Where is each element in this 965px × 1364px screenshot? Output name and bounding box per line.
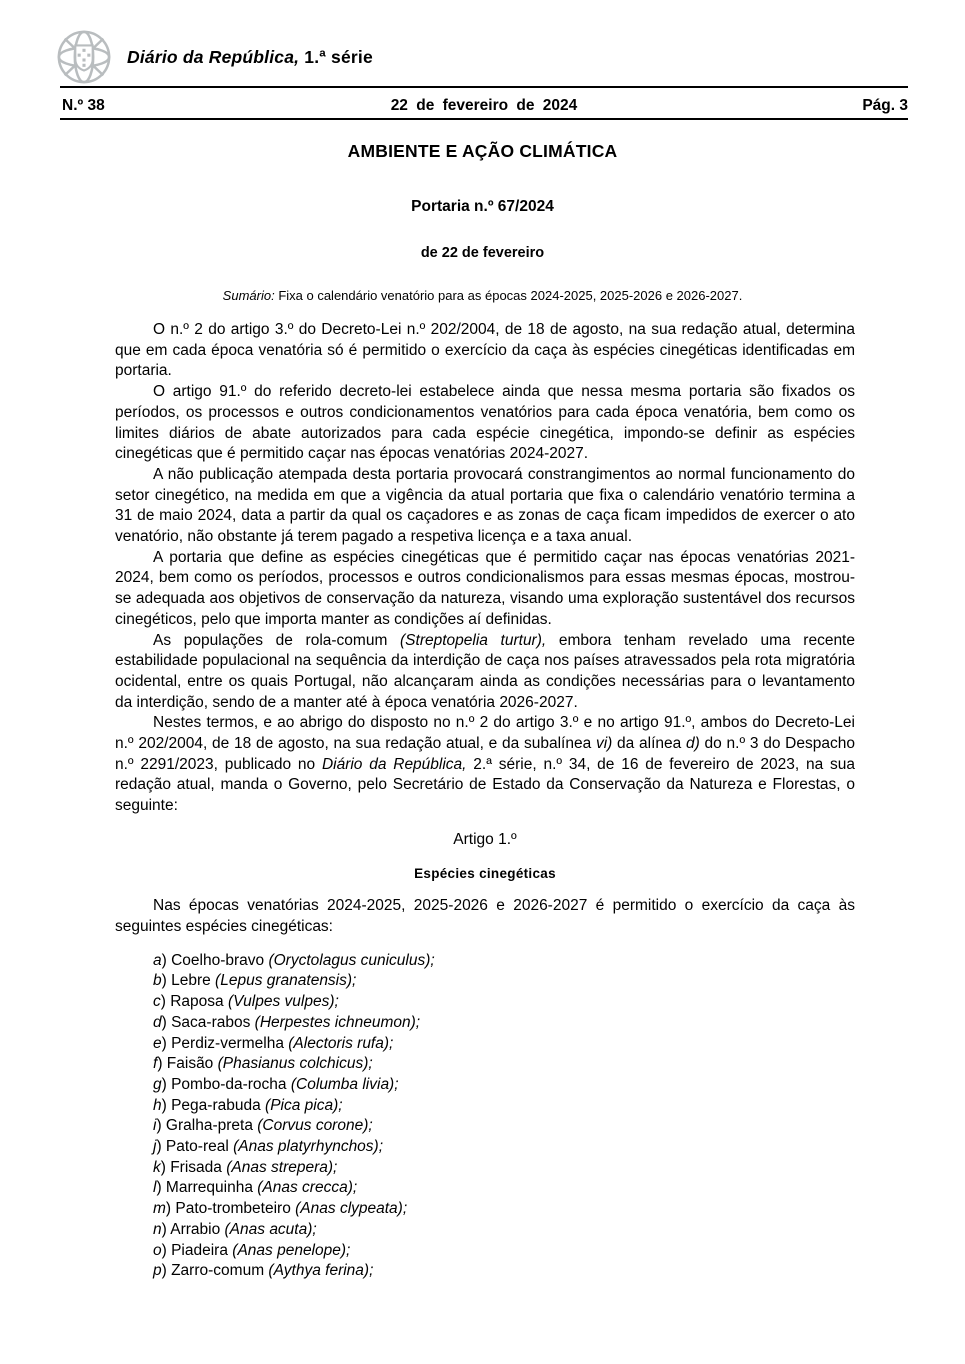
species-list-item (153, 1075, 855, 1096)
species-list-item (153, 1054, 855, 1075)
species-list-item (153, 1034, 855, 1055)
article-heading: Artigo 1.º (453, 830, 517, 848)
species-scientific-name: (Pica pica); (265, 1096, 343, 1114)
paragraph-text: embora tenham revelado uma recente estabilidade populacional na sequência da interdição de caça nos países atravessados pela rota migratória ocidental, entre os quais Portugal, não alcançaram ainda as condições necessárias para o levantamento da interdição, sendo de a manter até à época venatória 2026-2027. (115, 631, 855, 711)
species-list (115, 951, 855, 1282)
paragraph-text: O n.º 2 do artigo 3.º do Decreto-Lei n.º 202/2004, de 18 de agosto, na sua redação atual, determina que em cada época venatória só é permitido o exercício da caça às espécies cinegéticas identificadas em portaria. (115, 321, 855, 380)
species-list-item (153, 1158, 855, 1179)
species-scientific-name: (Vulpes vulpes); (227, 993, 339, 1011)
species-common-name: ) Lebre (161, 972, 216, 990)
species-scientific-name: (Anas crecca); (257, 1179, 358, 1197)
italic-text: d) (686, 735, 700, 753)
species-list-item (153, 1096, 855, 1117)
paragraph-text: Nestes termos, e ao abrigo do disposto no n.º 2 do artigo 3.º e no artigo 91.º, ambos do Decreto-Lei n.º 202/2004, de 18 de agosto, na sua redação atual, e da subalínea (115, 714, 855, 753)
paragraph (115, 631, 855, 714)
species-list-item (153, 992, 855, 1013)
species-scientific-name: (Anas strepera); (226, 1158, 338, 1176)
species-common-name: ) Marrequinha (156, 1179, 258, 1197)
masthead-title (127, 47, 373, 68)
paragraph-text: A não publicação atempada desta portaria provocará constrangimentos ao normal funcionamento do setor cinegético, na medida em que a vigência da atual portaria que fixa o calendário venatório termina a 31 de maio 2024, data a partir da qual os caçadores e as zonas de caça ficam impedidos de exercer o ato venatório, não obstante já terem pagado a respetiva licença e a taxa anual. (115, 465, 855, 546)
species-scientific-name: (Anas acuta); (224, 1220, 317, 1238)
summary-line (0, 288, 965, 303)
ordinance-title: Portaria n.º 67/2024 (411, 198, 554, 215)
species-letter: j (153, 1138, 157, 1156)
paragraph-text: 2.ª série, n.º 34, de 16 de fevereiro de 2023, na sua redação atual, manda o Governo, pelo Secretário de Estado da Conservação da Natureza e Florestas, o seguinte: (115, 755, 855, 815)
masthead-title-rest: 1.ª série (299, 46, 373, 67)
portuguese-coat-of-arms-icon (55, 28, 113, 86)
species-intro-paragraph: Nas épocas venatórias 2024-2025, 2025-2026 e 2026-2027 é permitido o exercício da caça às seguintes espécies cinegéticas: (115, 897, 855, 935)
species-letter: e (153, 1034, 162, 1052)
paragraph-text: da alínea (612, 735, 686, 753)
header-bottom-rule (60, 118, 908, 120)
species-scientific-name: (Columba livia); (290, 1075, 399, 1093)
species-list-item (153, 1261, 855, 1282)
species-scientific-name: (Corvus corone); (257, 1117, 373, 1135)
document-body (115, 320, 855, 1282)
species-scientific-name: (Lepus granatensis); (215, 972, 357, 990)
paragraph (115, 465, 855, 548)
species-common-name: ) Zarro-comum (161, 1262, 269, 1280)
body-paragraphs (115, 320, 855, 817)
paragraph-text: As populações de rola-comum (153, 631, 401, 649)
species-common-name: ) Coelho-bravo (161, 951, 269, 969)
species-letter: f (153, 1055, 158, 1073)
issue-date: 22 de fevereiro de 2024 (390, 97, 578, 114)
italic-text: (Streptopelia turtur), (400, 631, 547, 649)
species-letter: i (153, 1117, 157, 1135)
paragraph (115, 548, 855, 631)
species-list-item (153, 1241, 855, 1262)
species-common-name: ) Piadeira (161, 1241, 233, 1259)
species-scientific-name: (Phasianus colchicus); (217, 1055, 373, 1073)
paragraph-text: do n.º 3 do Despacho n.º 2291/2023, publicado no (115, 735, 855, 773)
species-common-name: ) Pega-rabuda (161, 1096, 266, 1114)
summary-text: Fixa o calendário venatório para as épocas 2024-2025, 2025-2026 e 2026-2027. (274, 288, 743, 303)
masthead-title-italic: Diário da República, (127, 46, 300, 67)
paragraph (115, 382, 855, 465)
page-number: Pág. 3 (862, 97, 908, 114)
paragraph-text: O artigo 91.º do referido decreto-lei estabelece ainda que nessa mesma portaria são fixados os períodos, os processos e outros condicionamentos venatórios para cada época venatória, bem como os limites diários de abate autorizados para cada espécie cinegética, impondo-se definir as espécies cinegéticas que é permitido caçar nas épocas venatórias 2024-2027. (115, 383, 855, 463)
italic-text: vi) (595, 735, 613, 753)
species-scientific-name: (Anas clypeata); (295, 1200, 408, 1218)
issue-number: N.º 38 (62, 97, 105, 114)
species-list-item (153, 1199, 855, 1220)
species-list-item (153, 971, 855, 992)
summary-label: Sumário: (222, 288, 275, 303)
article-subheading: Espécies cinegéticas (414, 865, 556, 881)
paragraph-text: A portaria que define as espécies cinegéticas que é permitido caçar nas épocas venatórias 2021-2024, bem como os períodos, processos e outros condicionalismos para essas mesmas épocas, mostrou-se adequada aos objetivos de conservação da natureza, visando uma exploração sustentável dos recursos cinegéticos, pelo que importa manter as condições aí definidas. (115, 548, 855, 628)
paragraph (115, 713, 855, 817)
species-common-name: ) Perdiz-vermelha (161, 1034, 289, 1052)
species-letter: l (153, 1179, 157, 1197)
species-common-name: ) Pombo-da-rocha (161, 1075, 291, 1093)
species-common-name: ) Arrabio (161, 1220, 225, 1238)
species-letter: a (153, 951, 162, 969)
issue-info-row (60, 88, 908, 118)
species-common-name: ) Pato-real (156, 1138, 234, 1156)
species-scientific-name: (Anas platyrhynchos); (233, 1138, 384, 1156)
species-list-item (153, 1116, 855, 1137)
species-common-name: ) Faisão (157, 1055, 218, 1073)
ministry-section-title: AMBIENTE E AÇÃO CLIMÁTICA (347, 141, 618, 161)
species-list-item (153, 1137, 855, 1158)
species-letter: p (153, 1262, 162, 1280)
species-scientific-name: (Aythya ferina); (268, 1262, 374, 1280)
species-letter: k (153, 1158, 161, 1176)
species-list-item (153, 1178, 855, 1199)
species-scientific-name: (Herpestes ichneumon); (254, 1013, 421, 1031)
species-letter: m (153, 1200, 166, 1218)
species-letter: g (153, 1075, 162, 1093)
species-letter: d (153, 1013, 162, 1031)
species-list-item (153, 951, 855, 972)
species-letter: h (153, 1096, 162, 1114)
species-scientific-name: (Alectoris rufa); (288, 1034, 394, 1052)
species-scientific-name: (Anas penelope); (232, 1241, 351, 1259)
species-common-name: ) Saca-rabos (161, 1013, 255, 1031)
species-letter: o (153, 1241, 162, 1259)
species-letter: c (153, 993, 161, 1011)
species-common-name: ) Pato-trombeteiro (165, 1200, 296, 1218)
ordinance-date: de 22 de fevereiro (420, 245, 545, 261)
masthead (0, 0, 965, 86)
species-letter: n (153, 1220, 162, 1238)
species-scientific-name: (Oryctolagus cuniculus); (268, 951, 435, 969)
species-common-name: ) Raposa (160, 993, 228, 1011)
species-common-name: ) Frisada (160, 1158, 227, 1176)
italic-text: Diário da República, (321, 755, 467, 773)
species-list-item (153, 1220, 855, 1241)
species-common-name: ) Gralha-preta (156, 1117, 258, 1135)
species-list-item (153, 1013, 855, 1034)
paragraph (115, 320, 855, 382)
species-letter: b (153, 972, 162, 990)
